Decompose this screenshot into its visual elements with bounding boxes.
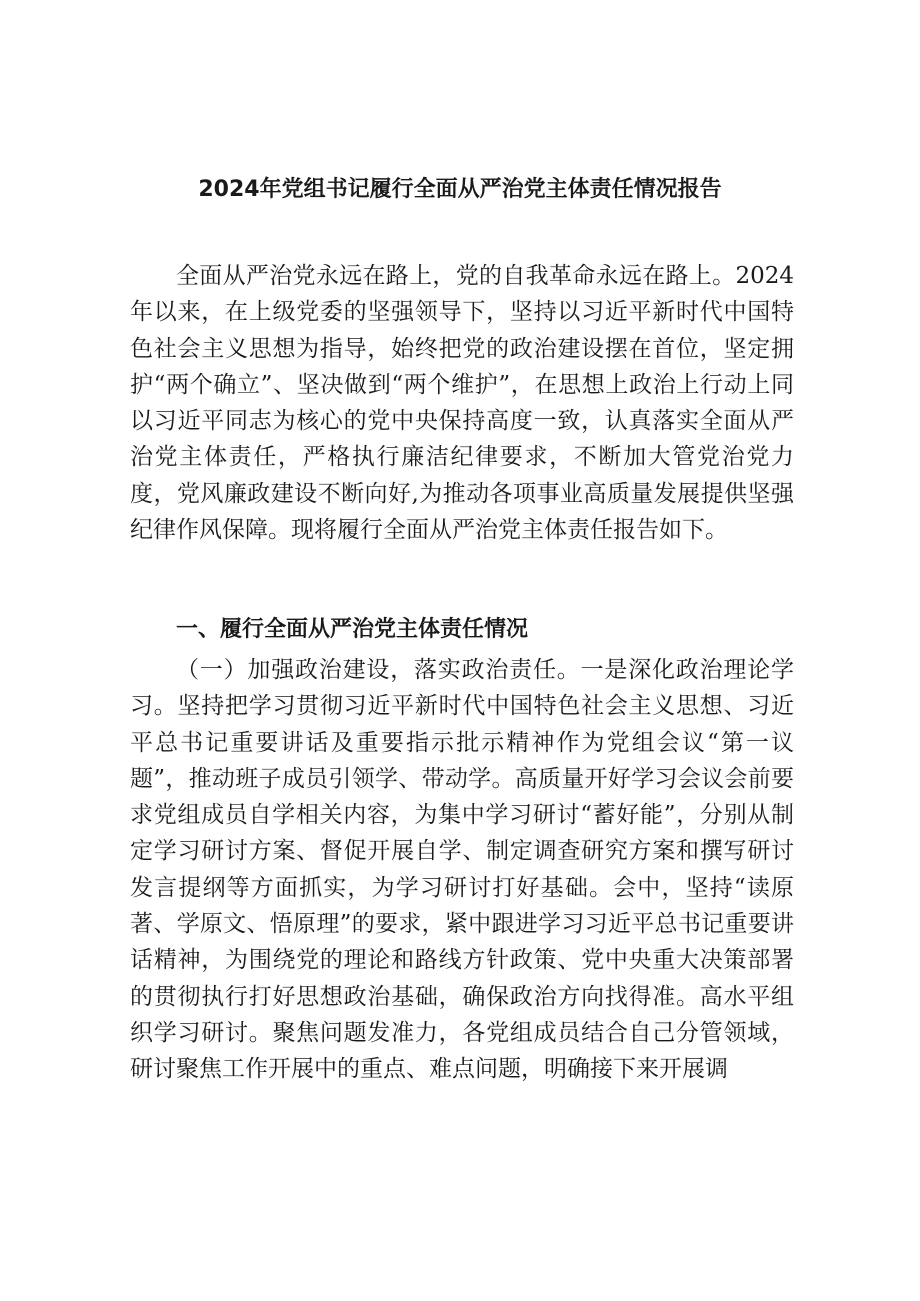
intro-paragraph: 全面从严治党永远在路上，党的自我革命永远在路上。2024年以来，在上级党委的坚强领导下，坚持以习近平新时代中国特色社会主义思想为指导，始终把党的政治建设摆在首位，坚定拥护“两个确立”、坚决做到“两个维护”，在思想上政治上行动上同以习近平同志为核心的党中央保持高度一致，认真落实全面从严治党主体责任，严格执行廉洁纪律要求，不断加大管党治党力度，党风廉政建设不断向好,为推动各项事业高质量发展提供坚强纪律作风保障。现将履行全面从严治党主体责任报告如下。	[130, 263, 794, 544]
section-heading-1: 一、履行全面从严治党主体责任情况	[176, 617, 529, 642]
document-title: 2024年党组书记履行全面从严治党主体责任情况报告	[198, 177, 722, 202]
section-1-paragraph-1: （一）加强政治建设，落实政治责任。一是深化政治理论学习。坚持把学习贯彻习近平新时代中国特色社会主义思想、习近平总书记重要讲话及重要指示批示精神作为党组会议“第一议题”，推动班子成员引领学、带动学。高质量开好学习会议会前要求党组成员自学相关内容，为集中学习研讨“蓄好能”，分别从制定学习研讨方案、督促开展自学、制定调查研究方案和撰写研讨发言提纲等方面抓实，为学习研讨打好基础。会中，坚持“读原著、学原文、悟原理”的要求，紧中跟进学习习近平总书记重要讲话精神，为围绕党的理论和路线方针政策、党中央重大决策部署的贯彻执行打好思想政治基础，确保政治方向找得准。高水平组织学习研讨。聚焦问题发准力，各党组成员结合自己分管领域，研讨聚焦工作开展中的重点、难点问题，明确接下来开展调	[130, 657, 794, 1083]
